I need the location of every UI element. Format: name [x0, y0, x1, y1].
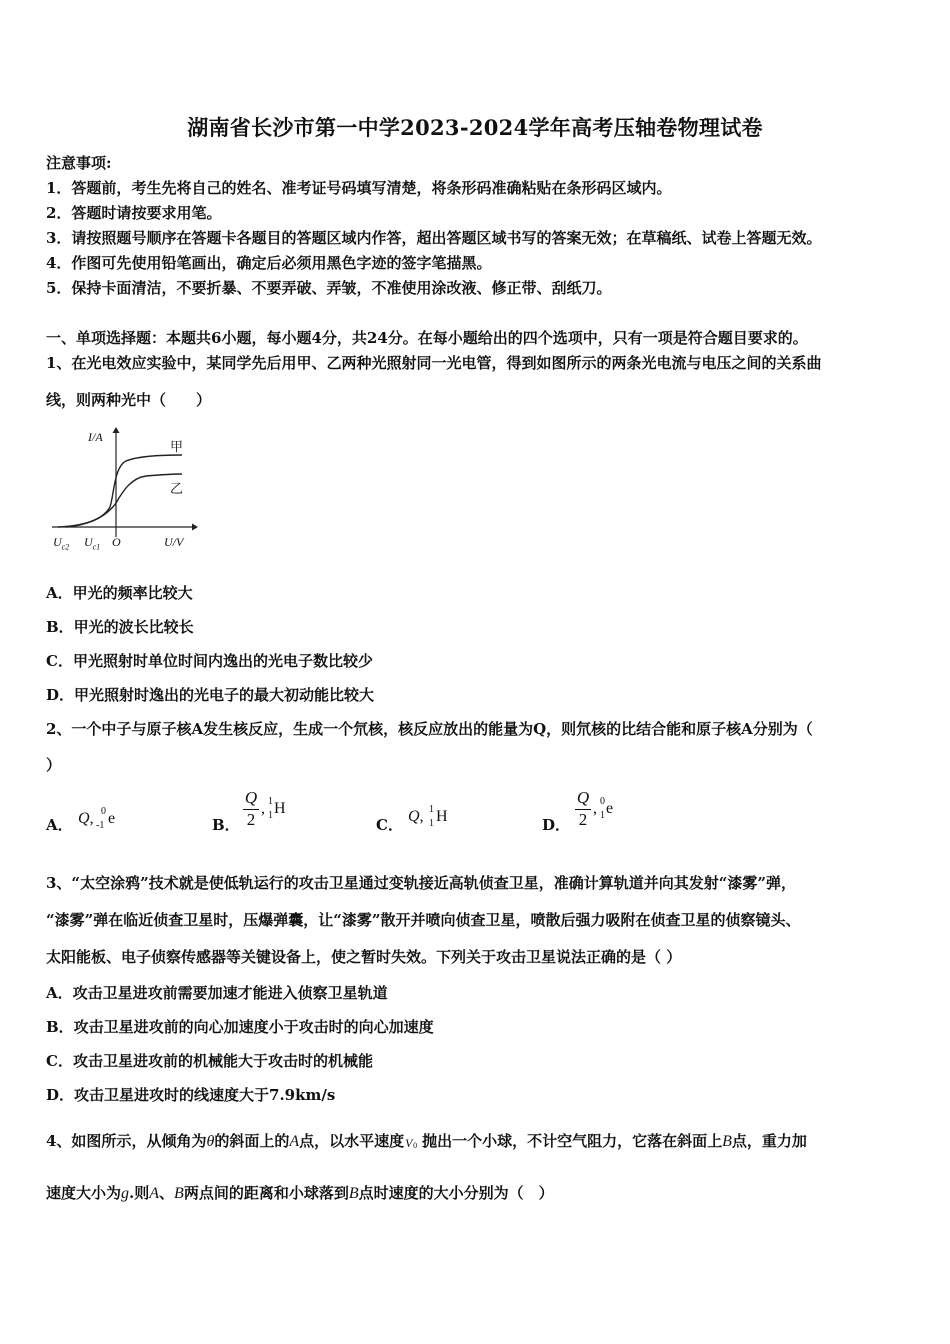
question-4-stem: 4、如图所示，从倾角为θ的斜面上的A点，以水平速度 V 0 抛出一个小球，不计空气阻力，它落在斜面上B点，重力加 — [46, 1132, 807, 1150]
point-a: A — [149, 1185, 160, 1202]
point-b: B — [174, 1185, 184, 1202]
option-b-charge: 1 — [268, 810, 273, 821]
option-b-denominator: 2 — [246, 810, 256, 829]
option-d-fraction — [574, 788, 592, 830]
option-d-charge: 1 — [600, 810, 605, 821]
v0-subscript: 0 — [413, 1141, 418, 1150]
graph-uc1-label: $U_{c1}$ — [84, 535, 101, 552]
option-d-denominator: 2 — [578, 810, 588, 829]
v0-symbol: V — [405, 1136, 413, 1150]
question-2-stem: ） — [46, 756, 62, 774]
graph-curve-label: 乙 — [170, 482, 184, 497]
option-d: D．攻击卫星进攻时的线速度大于7.9km/s — [46, 1086, 336, 1104]
option-d: D．甲光照射时逸出的光电子的最大初动能比较大 — [46, 686, 375, 704]
option-a-value: Q — [78, 810, 90, 827]
option-a: A．甲光的频率比较大 — [46, 584, 193, 602]
point-a: A — [289, 1133, 300, 1150]
option-b-fraction — [242, 788, 260, 830]
graph-uc2-label: $U_{c2}$ — [53, 535, 70, 552]
notice-item: 4．作图可先使用铅笔画出，确定后必须用黑色字迹的签字笔描黑。 — [46, 254, 492, 272]
point-b: B — [348, 1185, 359, 1202]
option-a: A． — [46, 816, 73, 834]
section-heading: 一、单项选择题：本题共6小题，每小题4分，共24分。在每小题给出的四个选项中，只有一项是符合题目要求的。 — [46, 329, 808, 347]
point-b: B — [722, 1133, 732, 1150]
option-b-mass: 1 — [268, 796, 273, 807]
option-d: D． — [542, 816, 571, 834]
notice-item: 3．请按照题号顺序在答题卡各题目的答题区域内作答，超出答题区域书写的答案无效；在草稿纸、试卷上答题无效。 — [46, 229, 822, 247]
option-b: B．甲光的波长比较长 — [46, 618, 194, 636]
option-a-mass: 0 — [101, 806, 106, 817]
option-d-numerator: Q — [576, 788, 590, 807]
question-3-stem: 3、“太空涂鸦”技术就是使低轨运行的攻击卫星通过变轨接近高轨侦查卫星，准确计算轨道并向其发射“漆雾”弹， — [46, 874, 796, 892]
question-3-stem: “漆雾”弹在临近侦查卫星时，压爆弹囊，让“漆雾”散开并喷向侦查卫星，喷散后强力吸附在侦查卫星的侦察镜头、 — [46, 911, 801, 929]
question-2-stem: 2、一个中子与原子核A发生核反应，生成一个氘核，核反应放出的能量为Q，则氘核的比结合能和原子核A分别为（ — [46, 720, 813, 738]
graph-origin-label: O — [112, 535, 121, 549]
option-d-mass: 0 — [600, 796, 605, 807]
option-d-symbol: e — [606, 800, 614, 817]
option-b: B． — [212, 816, 240, 834]
option-b: B．攻击卫星进攻前的向心加速度小于攻击时的向心加速度 — [46, 1018, 434, 1036]
graph-curve-label: 甲 — [170, 440, 184, 455]
option-c: C．甲光照射时单位时间内逸出的光电子数比较少 — [46, 652, 373, 670]
question-1-stem: 线，则两种光中（ ） — [46, 391, 212, 409]
option-c: C． — [376, 816, 403, 834]
page-title: 湖南省长沙市第一中学2023-2024学年高考压轴卷物理试卷 — [187, 115, 763, 140]
option-c-symbol: H — [436, 808, 448, 825]
gravity-symbol: g — [121, 1185, 130, 1202]
question-3-stem: 太阳能板、电子侦察传感器等关键设备上，使之暂时失效。下列关于攻击卫星说法正确的是（ ） — [46, 948, 682, 966]
option-a-symbol: e — [108, 810, 116, 827]
theta-symbol: θ — [206, 1133, 215, 1150]
option-a-charge: -1 — [96, 820, 105, 831]
notice-item: 2．答题时请按要求用笔。 — [46, 204, 222, 222]
notice-heading: 注意事项: — [46, 154, 112, 172]
notice-item: 1．答题前，考生先将自己的姓名、准考证号码填写清楚，将条形码准确粘贴在条形码区域内。 — [46, 179, 672, 197]
notice-item: 5．保持卡面清洁，不要折暴、不要弄破、弄皱，不准使用涂改液、修正带、刮纸刀。 — [46, 279, 612, 297]
option-c: C．攻击卫星进攻前的机械能大于攻击时的机械能 — [46, 1052, 373, 1070]
option-c-mass: 1 — [429, 804, 434, 815]
graph-x-label: U/V — [164, 535, 184, 549]
option-c-charge: 1 — [429, 818, 434, 829]
option-c-value: Q — [408, 808, 420, 825]
option-a: A．攻击卫星进攻前需要加速才能进入侦察卫星轨道 — [46, 984, 388, 1002]
question-1-stem: 1、在光电效应实验中，某同学先后用甲、乙两种光照射同一光电管，得到如图所示的两条光电流与电压之间的关系曲 — [46, 354, 822, 372]
option-b-symbol: H — [274, 800, 286, 817]
graph-y-label: I/A — [88, 430, 103, 444]
option-b-numerator: Q — [244, 788, 258, 807]
question-4-stem: 速度大小为g.则A、B两点间的距离和小球落到B点时速度的大小分别为（ ） — [46, 1184, 554, 1202]
